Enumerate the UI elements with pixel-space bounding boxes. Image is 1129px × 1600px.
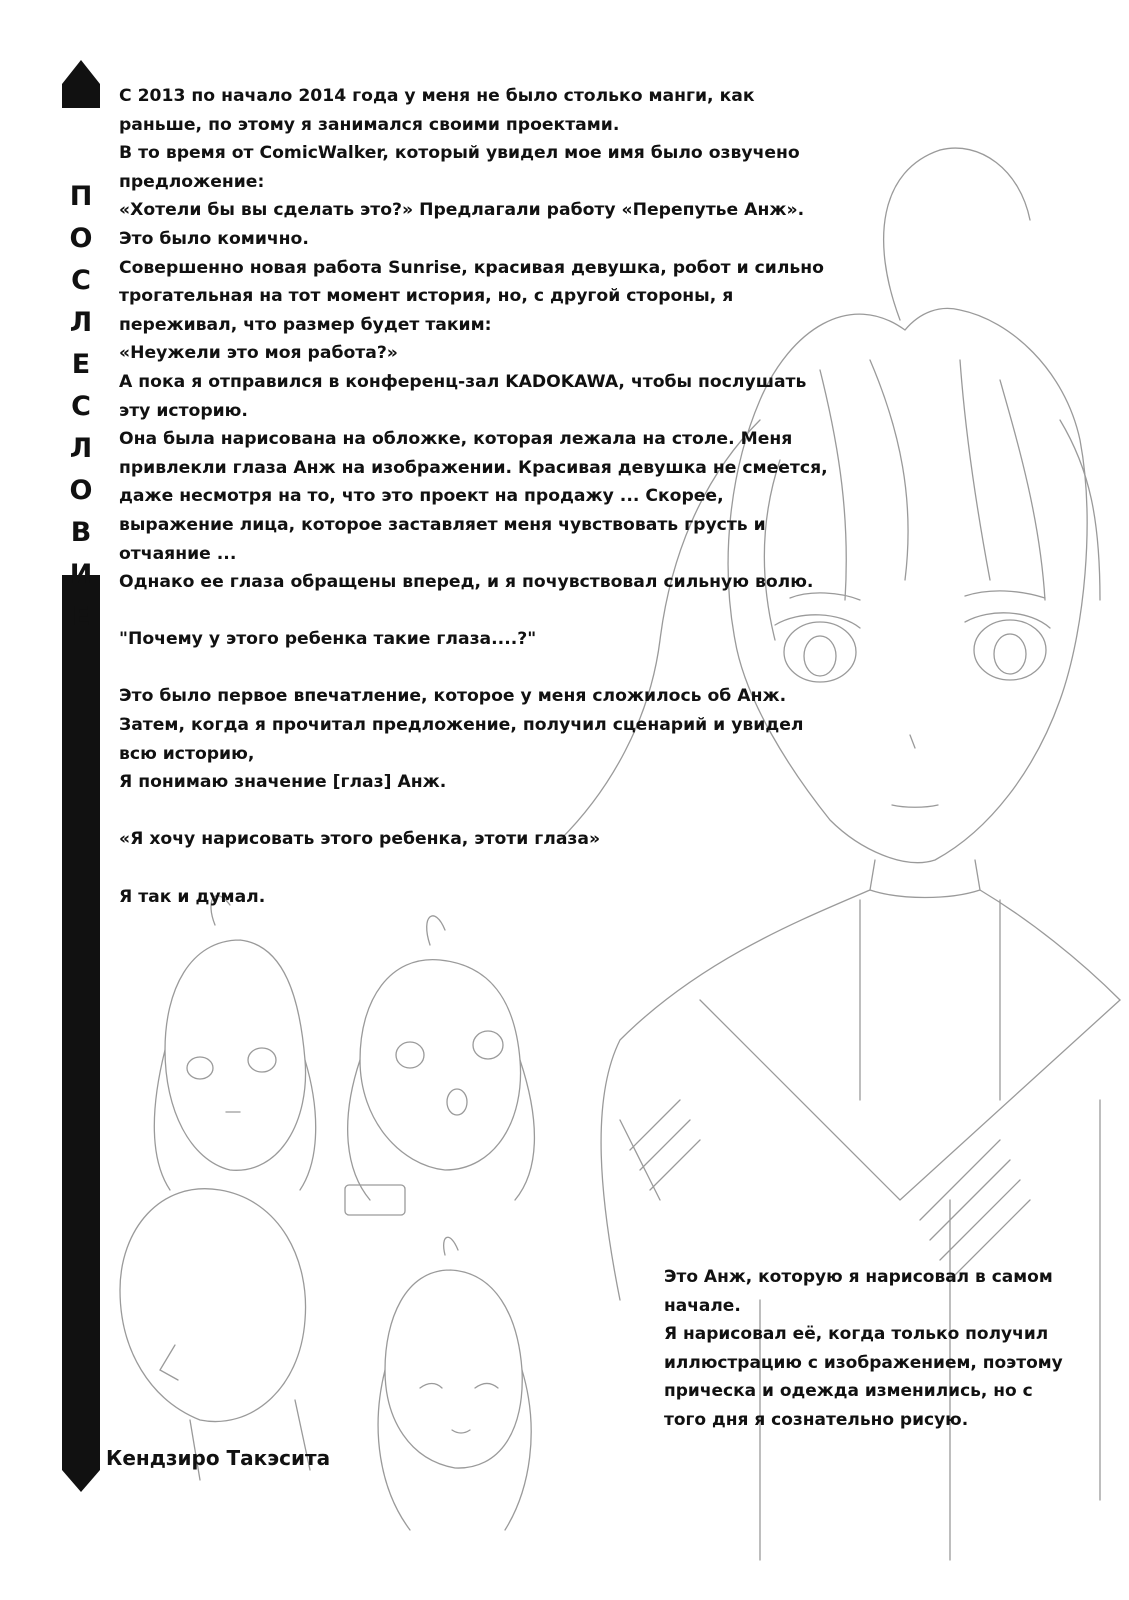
title-sidebar xyxy=(62,60,100,1492)
body-line: привлекли глаза Анж на изображении. Красивая девушка не смеется, xyxy=(119,457,828,478)
body-line: «Хотели бы вы сделать это?» Предлагали работу «Перепутье Анж». xyxy=(119,200,805,221)
title-letter: В xyxy=(70,517,92,548)
blank-line xyxy=(119,797,839,826)
body-line: всю историю, xyxy=(119,743,255,764)
body-line: "Почему у этого ребенка такие глаза....?" xyxy=(119,629,537,650)
body-line: отчаяние ... xyxy=(119,543,237,564)
body-line: Я так и думал. xyxy=(119,886,266,907)
title-letter: О xyxy=(69,223,93,254)
body-line: С 2013 по начало 2014 года у меня не было столько манги, как xyxy=(119,86,755,106)
sketch-caption xyxy=(664,1263,1084,1435)
body-line: «Неужели это моя работа?» xyxy=(119,343,398,364)
body-line: Совершенно новая работа Sunrise, красивая девушка, робот и сильно xyxy=(119,257,824,278)
title-letter: С xyxy=(71,391,91,422)
title-letter: Л xyxy=(69,433,93,464)
body-line: Затем, когда я прочитал предложение, получил сценарий и увидел xyxy=(119,715,804,736)
body-line: В то время от ComicWalker, который увидел мое имя было озвучено xyxy=(119,143,800,164)
body-line: трогательная на тот момент история, но, с другой стороны, я xyxy=(119,286,734,307)
vertical-title xyxy=(62,176,100,638)
body-line: Это было первое впечатление, которое у меня сложилось об Анж. xyxy=(119,686,787,707)
body-line: переживал, что размер будет таким: xyxy=(119,314,492,335)
title-letter: Е xyxy=(71,349,91,380)
title-letter: Е xyxy=(71,601,91,632)
caption-line: прическа и одежда изменились, но с xyxy=(664,1381,1033,1402)
body-line: предложение: xyxy=(119,171,265,192)
body-line: Однако ее глаза обращены вперед, и я почувствовал сильную волю. xyxy=(119,572,814,593)
title-letter: О xyxy=(69,475,93,506)
blank-line xyxy=(119,597,839,626)
title-letter: И xyxy=(69,559,93,590)
body-line: Это было комично. xyxy=(119,228,309,249)
body-line: эту историю. xyxy=(119,400,248,421)
body-line: Я понимаю значение [глаз] Анж. xyxy=(119,772,447,793)
body-line: «Я хочу нарисовать этого ребенка, этоти глаза» xyxy=(119,829,601,850)
caption-line: того дня я сознательно рисую. xyxy=(664,1409,969,1430)
author-name: Кендзиро Такэсита xyxy=(106,1446,331,1470)
title-letter: Л xyxy=(69,307,93,338)
body-line: выражение лица, которое заставляет меня чувствовать грусть и xyxy=(119,514,766,535)
body-line: А пока я отправился в конференц-зал KADOKAWA, чтобы послушать xyxy=(119,371,807,392)
caption-line: Это Анж, которую я нарисовал в самом xyxy=(664,1267,1053,1287)
caption-line: Я нарисовал её, когда только получил xyxy=(664,1324,1049,1345)
body-line: раньше, по этому я занимался своими проектами. xyxy=(119,114,620,135)
body-line: Она была нарисована на обложке, которая лежала на столе. Меня xyxy=(119,429,793,450)
blank-line xyxy=(119,854,839,883)
caption-line: иллюстрацию с изображением, поэтому xyxy=(664,1352,1063,1373)
afterword-body xyxy=(119,82,839,911)
blank-line xyxy=(119,654,839,683)
title-letter: С xyxy=(71,265,91,296)
body-line: даже несмотря на то, что это проект на продажу ... Скорее, xyxy=(119,486,724,507)
caption-line: начале. xyxy=(664,1295,741,1316)
title-letter: П xyxy=(69,181,93,212)
